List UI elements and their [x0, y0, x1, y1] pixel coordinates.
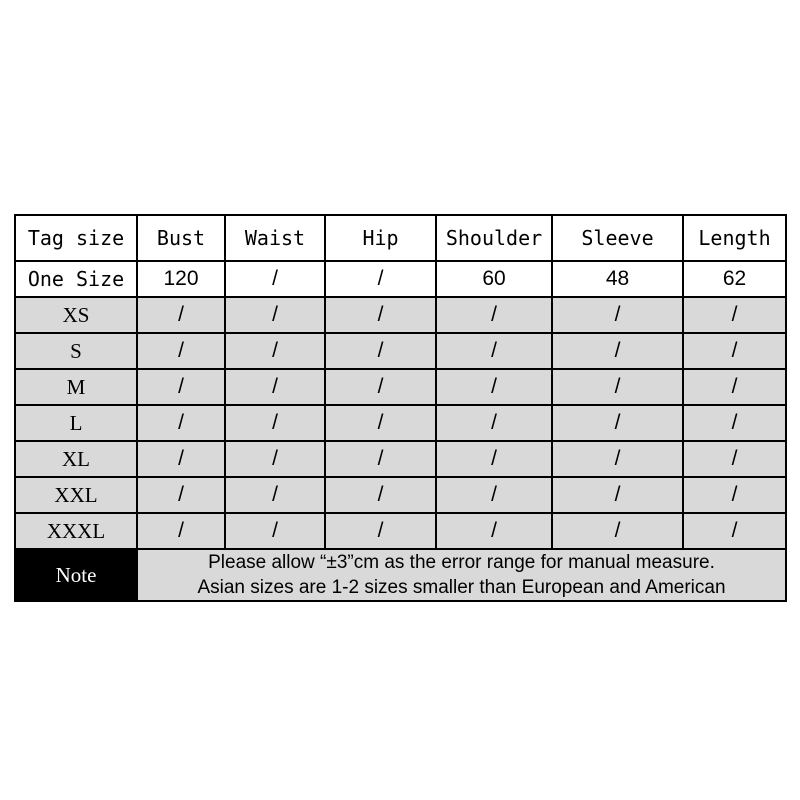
cell-sleeve: / — [552, 477, 683, 513]
row-tag-size: L — [15, 405, 137, 441]
table-row — [15, 441, 786, 477]
cell-waist: / — [225, 297, 325, 333]
cell-length: / — [683, 333, 786, 369]
cell-waist: / — [225, 333, 325, 369]
cell-bust: / — [137, 441, 225, 477]
cell-shoulder: / — [436, 297, 552, 333]
size-chart-table — [14, 214, 787, 602]
cell-sleeve: / — [552, 513, 683, 549]
cell-bust: 120 — [137, 261, 225, 297]
table-row — [15, 477, 786, 513]
row-tag-size: XS — [15, 297, 137, 333]
header-tag-size: Tag size — [15, 215, 137, 261]
cell-length: 62 — [683, 261, 786, 297]
row-tag-size: M — [15, 369, 137, 405]
cell-shoulder: / — [436, 441, 552, 477]
cell-sleeve: / — [552, 333, 683, 369]
cell-bust: / — [137, 297, 225, 333]
header-hip: Hip — [325, 215, 436, 261]
cell-bust: / — [137, 405, 225, 441]
header-row — [15, 215, 786, 261]
cell-hip: / — [325, 405, 436, 441]
note-row — [15, 549, 786, 601]
cell-hip: / — [325, 513, 436, 549]
cell-waist: / — [225, 261, 325, 297]
cell-length: / — [683, 477, 786, 513]
cell-sleeve: / — [552, 405, 683, 441]
cell-sleeve: 48 — [552, 261, 683, 297]
header-length: Length — [683, 215, 786, 261]
row-tag-size: XXXL — [15, 513, 137, 549]
cell-bust: / — [137, 513, 225, 549]
cell-shoulder: / — [436, 333, 552, 369]
cell-hip: / — [325, 261, 436, 297]
table-row — [15, 297, 786, 333]
note-label: Note — [15, 549, 137, 601]
cell-bust: / — [137, 369, 225, 405]
header-sleeve: Sleeve — [552, 215, 683, 261]
cell-shoulder: 60 — [436, 261, 552, 297]
cell-bust: / — [137, 477, 225, 513]
cell-shoulder: / — [436, 513, 552, 549]
cell-waist: / — [225, 477, 325, 513]
cell-waist: / — [225, 513, 325, 549]
cell-waist: / — [225, 441, 325, 477]
table-row — [15, 369, 786, 405]
cell-shoulder: / — [436, 369, 552, 405]
cell-shoulder: / — [436, 405, 552, 441]
cell-hip: / — [325, 441, 436, 477]
cell-waist: / — [225, 369, 325, 405]
cell-sleeve: / — [552, 441, 683, 477]
cell-length: / — [683, 297, 786, 333]
cell-waist: / — [225, 405, 325, 441]
table-row — [15, 405, 786, 441]
header-shoulder: Shoulder — [436, 215, 552, 261]
table-row — [15, 333, 786, 369]
row-tag-size: S — [15, 333, 137, 369]
cell-sleeve: / — [552, 297, 683, 333]
row-tag-size: XXL — [15, 477, 137, 513]
cell-length: / — [683, 405, 786, 441]
header-bust: Bust — [137, 215, 225, 261]
cell-length: / — [683, 441, 786, 477]
cell-shoulder: / — [436, 477, 552, 513]
cell-length: / — [683, 369, 786, 405]
cell-sleeve: / — [552, 369, 683, 405]
cell-hip: / — [325, 369, 436, 405]
table-row — [15, 261, 786, 297]
cell-hip: / — [325, 333, 436, 369]
header-waist: Waist — [225, 215, 325, 261]
note-text — [137, 549, 786, 601]
cell-hip: / — [325, 297, 436, 333]
row-tag-size: XL — [15, 441, 137, 477]
note-line-asian-sizes: Asian sizes are 1-2 sizes smaller than European and American — [197, 577, 726, 598]
note-line-error-range: Please allow “±3”cm as the error range for manual measure. — [208, 552, 715, 573]
table-row — [15, 513, 786, 549]
row-tag-size: One Size — [15, 261, 137, 297]
cell-bust: / — [137, 333, 225, 369]
cell-hip: / — [325, 477, 436, 513]
cell-length: / — [683, 513, 786, 549]
